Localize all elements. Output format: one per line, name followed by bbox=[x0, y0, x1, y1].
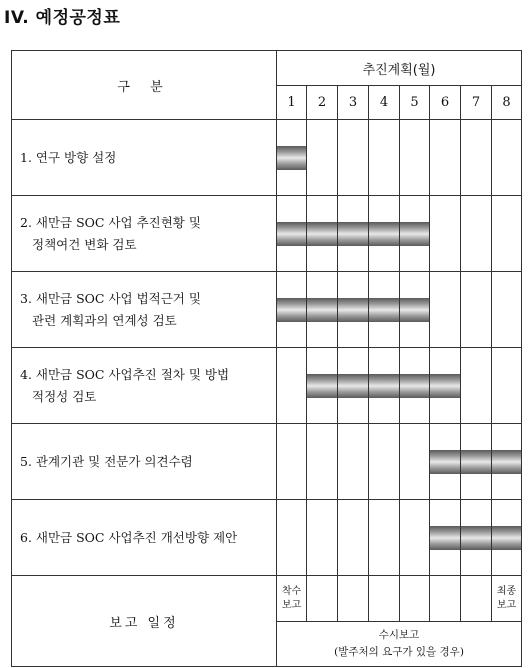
schedule-bar bbox=[338, 374, 368, 398]
month-cell bbox=[277, 196, 307, 272]
month-cell bbox=[277, 424, 307, 500]
schedule-bar bbox=[277, 146, 306, 170]
table-row bbox=[12, 120, 522, 196]
month-cell bbox=[307, 500, 338, 576]
month-cell bbox=[369, 120, 400, 196]
report-empty-cell bbox=[369, 576, 400, 622]
month-cell bbox=[338, 196, 369, 272]
month-cell bbox=[430, 120, 461, 196]
month-cell bbox=[307, 348, 338, 424]
month-cell bbox=[430, 500, 461, 576]
schedule-bar bbox=[369, 298, 399, 322]
final-report-line2: 보고 bbox=[496, 599, 517, 611]
schedule-bar bbox=[307, 222, 337, 246]
month-cell bbox=[307, 196, 338, 272]
month-cell bbox=[430, 272, 461, 348]
month-cell bbox=[277, 348, 307, 424]
month-header-5: 5 bbox=[400, 86, 430, 120]
report-empty-cell bbox=[400, 576, 430, 622]
month-cell bbox=[307, 120, 338, 196]
month-cell bbox=[461, 196, 492, 272]
month-cell bbox=[461, 500, 492, 576]
task-name bbox=[12, 196, 277, 272]
final-report-cell bbox=[492, 576, 522, 622]
month-cell bbox=[492, 500, 522, 576]
final-report-line1: 최종 bbox=[496, 585, 517, 597]
page-title: IV. 예정공정표 bbox=[4, 8, 121, 28]
task-line1: 6. 새만금 SOC 사업추진 개선방향 제안 bbox=[20, 529, 238, 545]
month-header-8: 8 bbox=[492, 86, 522, 120]
month-cell bbox=[338, 348, 369, 424]
task-name bbox=[12, 348, 277, 424]
category-header: 구 분 bbox=[12, 51, 277, 120]
schedule-bar bbox=[461, 450, 491, 474]
month-cell bbox=[400, 120, 430, 196]
month-cell bbox=[492, 424, 522, 500]
month-cell bbox=[369, 500, 400, 576]
month-cell bbox=[400, 500, 430, 576]
month-header-4: 4 bbox=[369, 86, 400, 120]
task-line2: 정책여건 변화 검토 bbox=[32, 236, 137, 252]
month-cell bbox=[369, 348, 400, 424]
month-cell bbox=[461, 424, 492, 500]
month-cell bbox=[369, 272, 400, 348]
month-cell bbox=[277, 500, 307, 576]
task-line2: 관련 계획과의 연계성 검토 bbox=[32, 312, 177, 328]
task-line1: 1. 연구 방향 설정 bbox=[20, 149, 117, 165]
month-cell bbox=[369, 424, 400, 500]
month-cell bbox=[400, 424, 430, 500]
month-cell bbox=[400, 348, 430, 424]
schedule-bar bbox=[338, 222, 368, 246]
month-cell bbox=[338, 500, 369, 576]
table-row bbox=[12, 272, 522, 348]
table-row bbox=[12, 348, 522, 424]
month-header-1: 1 bbox=[277, 86, 307, 120]
task-line1: 4. 새만금 SOC 사업추진 절차 및 방법 bbox=[20, 366, 230, 382]
schedule-bar bbox=[277, 298, 306, 322]
task-name bbox=[12, 424, 277, 500]
month-header-2: 2 bbox=[307, 86, 338, 120]
month-cell bbox=[400, 272, 430, 348]
month-cell bbox=[492, 120, 522, 196]
report-empty-cell bbox=[307, 576, 338, 622]
schedule-bar bbox=[430, 526, 460, 550]
schedule-bar bbox=[277, 222, 306, 246]
month-cell bbox=[492, 196, 522, 272]
month-cell bbox=[307, 272, 338, 348]
month-header-3: 3 bbox=[338, 86, 369, 120]
month-cell bbox=[492, 272, 522, 348]
adhoc-report-line2: (발주처의 요구가 있을 경우) bbox=[334, 646, 464, 658]
month-cell bbox=[338, 424, 369, 500]
month-cell bbox=[338, 120, 369, 196]
report-empty-cell bbox=[461, 576, 492, 622]
month-cell bbox=[307, 424, 338, 500]
table-row bbox=[12, 424, 522, 500]
report-body bbox=[12, 576, 522, 667]
month-cell bbox=[492, 348, 522, 424]
task-name bbox=[12, 120, 277, 196]
schedule-bar bbox=[400, 298, 429, 322]
schedule-bar bbox=[400, 374, 429, 398]
schedule-bar bbox=[430, 450, 460, 474]
month-cell bbox=[461, 272, 492, 348]
task-body bbox=[12, 120, 522, 576]
table-row bbox=[12, 500, 522, 576]
task-name bbox=[12, 500, 277, 576]
schedule-bar bbox=[369, 374, 399, 398]
month-cell bbox=[369, 196, 400, 272]
month-cell bbox=[400, 196, 430, 272]
schedule-table bbox=[11, 50, 522, 667]
adhoc-report-line1: 수시보고 bbox=[378, 629, 420, 641]
plan-header: 추진계획(월) bbox=[277, 51, 522, 86]
month-cell bbox=[430, 348, 461, 424]
month-header-7: 7 bbox=[461, 86, 492, 120]
report-empty-cell bbox=[338, 576, 369, 622]
month-cell bbox=[430, 424, 461, 500]
task-line2: 적정성 검토 bbox=[32, 388, 97, 404]
report-schedule-label: 보고 일정 bbox=[12, 576, 277, 667]
adhoc-report-cell bbox=[277, 622, 522, 667]
month-cell bbox=[461, 348, 492, 424]
task-name bbox=[12, 272, 277, 348]
report-empty-cell bbox=[430, 576, 461, 622]
schedule-bar bbox=[369, 222, 399, 246]
start-report-line2: 보고 bbox=[281, 599, 302, 611]
month-cell bbox=[277, 272, 307, 348]
schedule-bar bbox=[307, 374, 337, 398]
schedule-bar bbox=[400, 222, 429, 246]
month-cell bbox=[461, 120, 492, 196]
start-report-line1: 착수 bbox=[281, 585, 302, 597]
schedule-bar bbox=[430, 374, 460, 398]
month-header-6: 6 bbox=[430, 86, 461, 120]
start-report-cell bbox=[277, 576, 307, 622]
month-cell bbox=[277, 120, 307, 196]
schedule-bar bbox=[307, 298, 337, 322]
task-line1: 3. 새만금 SOC 사업 법적근거 및 bbox=[20, 290, 201, 306]
task-line1: 2. 새만금 SOC 사업 추진현황 및 bbox=[20, 214, 201, 230]
schedule-bar bbox=[338, 298, 368, 322]
schedule-bar bbox=[492, 450, 521, 474]
month-cell bbox=[338, 272, 369, 348]
task-line1: 5. 관계기관 및 전문가 의견수렴 bbox=[20, 453, 193, 469]
schedule-bar bbox=[461, 526, 491, 550]
table-row bbox=[12, 196, 522, 272]
month-cell bbox=[430, 196, 461, 272]
schedule-bar bbox=[492, 526, 521, 550]
